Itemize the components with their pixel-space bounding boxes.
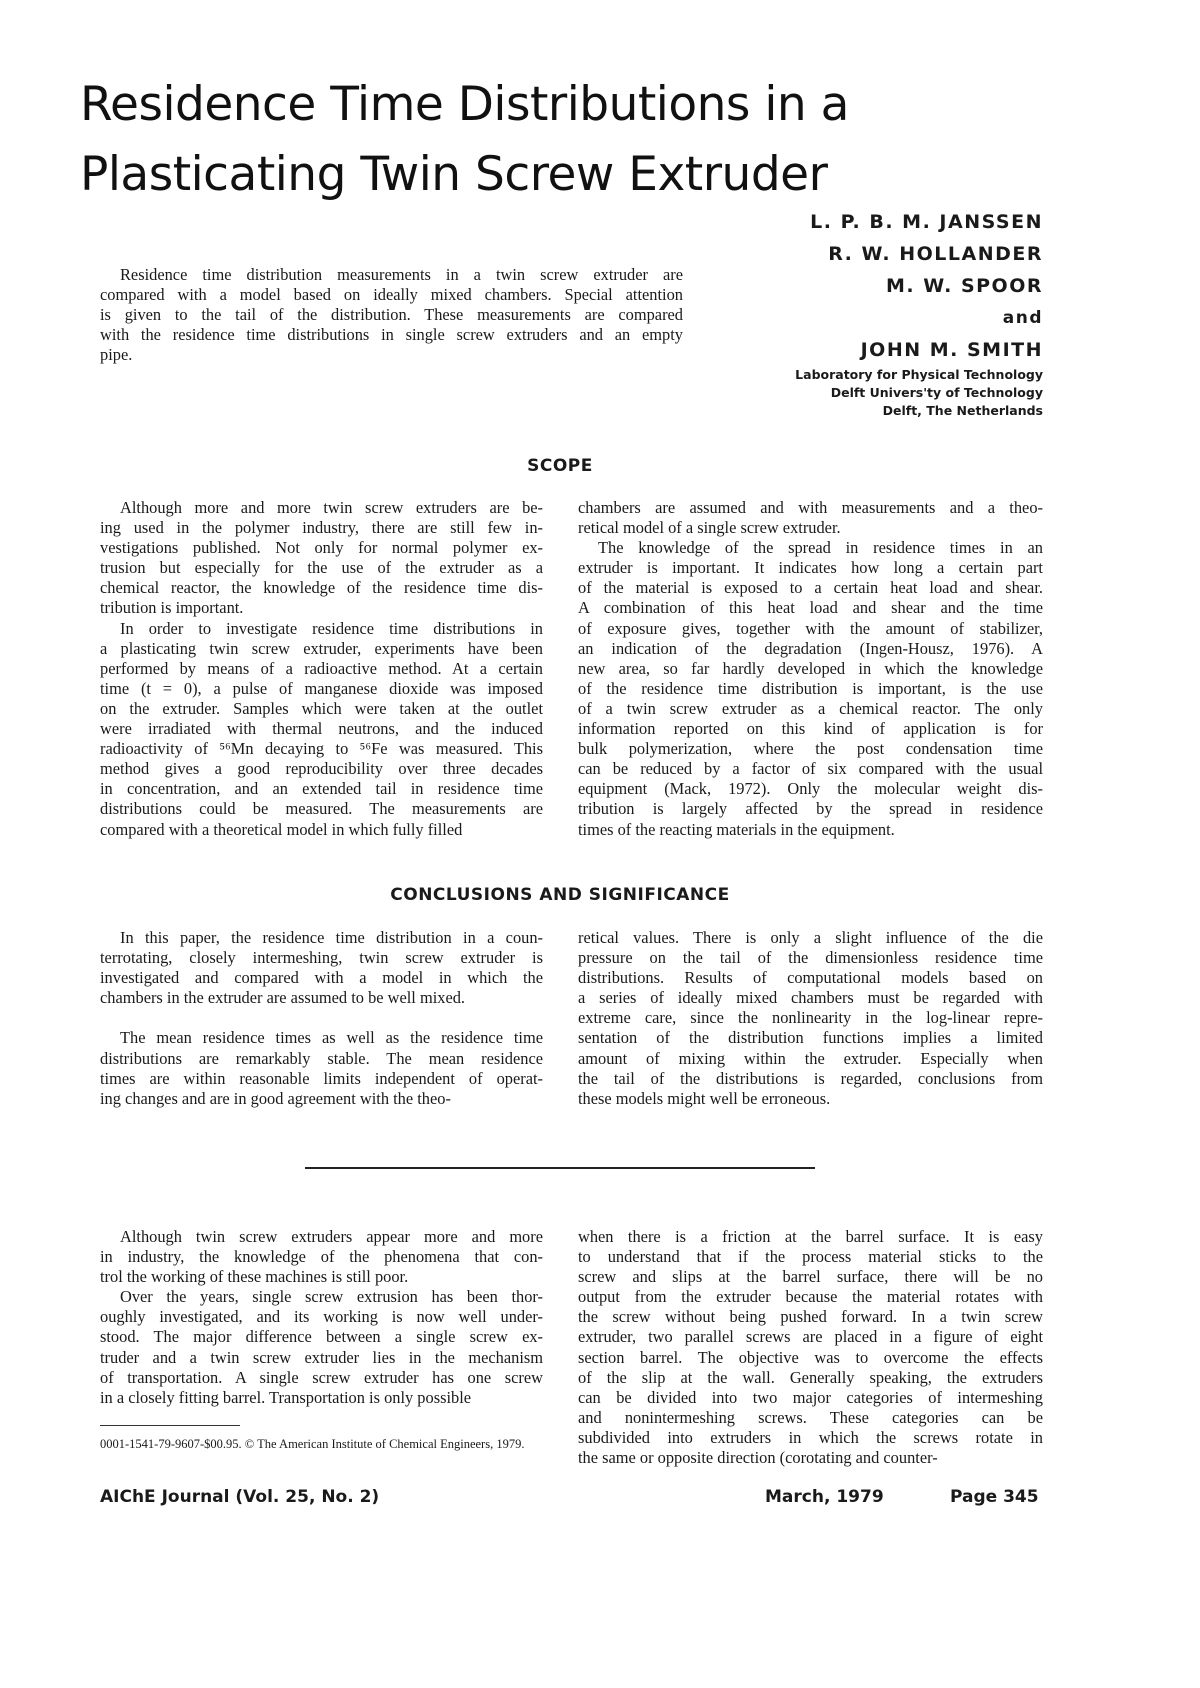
text-line: trusion but especially for the use of the extruder as a [100, 558, 543, 578]
affiliation-line: Delft Univers'ty of Technology [830, 385, 1043, 400]
text-line: retical values. There is only a slight influence of the die [578, 928, 1043, 947]
text-line: In order to investigate residence time distributions in [120, 618, 543, 638]
body-left-column [100, 1227, 543, 1408]
conclusions-heading: CONCLUSIONS AND SIGNIFICANCE [390, 885, 730, 905]
text-line: of exposure gives, together with the amount of stabilizer, [578, 618, 1043, 638]
text-line: extruder, two parallel screws are placed in a figure of eight [578, 1327, 1043, 1347]
text-line: subdivided into extruders in which the screws rotate in [578, 1427, 1043, 1447]
text-line: time (t = 0), a pulse of manganese dioxide was imposed [100, 678, 543, 698]
text-line: in concentration, and an extended tail in residence time [100, 779, 543, 799]
text-line: section barrel. The objective was to overcome the effects [578, 1347, 1043, 1367]
author: R. W. HOLLANDER [828, 243, 1043, 265]
text-line: can be divided into two major categories of intermeshing [578, 1387, 1043, 1407]
text-line: A combination of this heat load and shear and the time [578, 598, 1043, 618]
scope-heading: SCOPE [527, 456, 593, 476]
text-line: vestigations published. Not only for normal polymer ex- [100, 538, 543, 558]
text-line: distributions could be measured. The measurements are [100, 799, 543, 819]
footer-page-number: Page 345 [950, 1487, 1039, 1507]
footnote-rule [100, 1425, 240, 1426]
paragraph [100, 265, 683, 365]
text-line: pipe. [100, 345, 133, 365]
text-line: trol the working of these machines is still poor. [100, 1267, 409, 1287]
text-line: stood. The major difference between a single screw ex- [100, 1327, 543, 1347]
paragraph [578, 498, 1043, 538]
body-right-column [578, 1227, 1043, 1468]
conclusions-right-column [578, 928, 1043, 1109]
text-line: the tail of the distributions is regarded, conclusions from [578, 1068, 1043, 1088]
text-line: and nonintermeshing screws. These categories can be [578, 1407, 1043, 1427]
text-line: times of the reacting materials in the equipment. [578, 819, 895, 839]
text-line: Over the years, single screw extrusion has been thor- [120, 1287, 543, 1307]
paragraph [578, 1227, 1043, 1468]
title-line-1: Residence Time Distributions in a [80, 77, 849, 132]
text-line: extreme care, since the nonlinearity in the log-linear repre- [578, 1008, 1043, 1028]
text-line: Although more and more twin screw extruders are be- [120, 498, 543, 517]
text-line: The mean residence times as well as the residence time [120, 1028, 543, 1048]
paragraph [578, 538, 1043, 839]
text-line: is given to the tail of the distribution. These measurements are compared [100, 305, 683, 325]
text-line: oughly investigated, and its working is now well under- [100, 1307, 543, 1327]
text-line: these models might well be erroneous. [578, 1088, 831, 1108]
text-line: sentation of the distribution functions implies a limited [578, 1028, 1043, 1048]
text-line: Although twin screw extruders appear more and more [120, 1227, 543, 1246]
text-line: of transportation. A single screw extruder has one screw [100, 1367, 543, 1387]
text-line: equipment (Mack, 1972). Only the molecular weight dis- [578, 779, 1043, 799]
text-line: compared with a theoretical model in which fully filled [100, 819, 463, 839]
scope-right-column [578, 498, 1043, 840]
text-line: when there is a friction at the barrel surface. It is easy [578, 1227, 1043, 1246]
text-line: chemical reactor, the knowledge of the residence time dis- [100, 578, 543, 598]
text-line: chambers are assumed and with measurements and a theo- [578, 498, 1043, 517]
text-line: the screw without being pushed forward. In a twin screw [578, 1307, 1043, 1327]
article-title [80, 70, 849, 210]
paragraph [100, 1028, 543, 1108]
text-line: of the residence time distribution is important, is the use [578, 678, 1043, 698]
author: L. P. B. M. JANSSEN [810, 211, 1043, 233]
conclusions-left-column [100, 928, 543, 1109]
copyright-footnote: 0001-1541-79-9607-$00.95. © The American Institute of Chemical Engineers, 1979. [100, 1437, 525, 1451]
author: M. W. SPOOR [885, 275, 1043, 297]
text-line: in industry, the knowledge of the phenomena that con- [100, 1247, 543, 1267]
paragraph [578, 928, 1043, 1109]
text-line: Residence time distribution measurements in a twin screw extruder are [120, 265, 683, 284]
footer-date: March, 1979 [765, 1487, 884, 1507]
text-line: chambers in the extruder are assumed to be well mixed. [100, 988, 466, 1008]
paragraph-gap [100, 1008, 543, 1028]
text-line: of the slip at the wall. Generally speaking, the extruders [578, 1367, 1043, 1387]
text-line: on the extruder. Samples which were taken at the outlet [100, 698, 543, 718]
text-line: performed by means of a radioactive method. At a certain [100, 658, 543, 678]
text-line: of a twin screw extruder as a chemical reactor. The only [578, 698, 1043, 718]
text-line: tribution is largely affected by the spread in residence [578, 799, 1043, 819]
text-line: pressure on the tail of the dimensionless residence time [578, 948, 1043, 968]
paragraph [100, 928, 543, 1008]
text-line: new area, so far hardly developed in which the knowledge [578, 658, 1043, 678]
author: JOHN M. SMITH [860, 339, 1043, 361]
footer-journal: AIChE Journal (Vol. 25, No. 2) [100, 1487, 380, 1507]
text-line: of the material is exposed to a certain heat load and shear. [578, 578, 1043, 598]
paragraph [100, 498, 543, 619]
affiliation-line: Delft, The Netherlands [882, 403, 1043, 418]
author-conjunction: and [1002, 308, 1043, 328]
text-line: in a closely fitting barrel. Transportation is only possible [100, 1387, 472, 1407]
author-list [810, 206, 1043, 366]
title-line-2: Plasticating Twin Screw Extruder [80, 147, 828, 202]
text-line: tribution is important. [100, 598, 244, 618]
text-line: truder and a twin screw extruder lies in the mechanism [100, 1347, 543, 1367]
paragraph [100, 1227, 543, 1287]
text-line: investigated and compared with a model in which the [100, 968, 543, 988]
text-line: output from the extruder because the material rotates with [578, 1287, 1043, 1307]
scope-left-column [100, 498, 543, 840]
affiliation [795, 366, 1043, 420]
text-line: an indication of the degradation (Ingen-Housz, 1976). A [578, 638, 1043, 658]
paragraph [100, 1287, 543, 1408]
text-line: method gives a good reproducibility over three decades [100, 759, 543, 779]
text-line: compared with a model based on ideally mixed chambers. Special attention [100, 285, 683, 305]
text-line: radioactivity of ⁵⁶Mn decaying to ⁵⁶Fe was measured. This [100, 739, 543, 759]
text-line: In this paper, the residence time distribution in a coun- [120, 928, 543, 947]
text-line: to understand that if the process material sticks to the [578, 1247, 1043, 1267]
text-line: information reported on this kind of application is for [578, 719, 1043, 739]
text-line: extruder is important. It indicates how long a certain part [578, 558, 1043, 578]
text-line: screw and slips at the barrel surface, there will be no [578, 1267, 1043, 1287]
abstract [100, 265, 683, 365]
text-line: distributions. Results of computational models based on [578, 968, 1043, 988]
text-line: ing changes and are in good agreement with the theo- [100, 1088, 451, 1108]
section-divider [305, 1167, 815, 1169]
text-line: with the residence time distributions in single screw extruders and an empty [100, 325, 683, 345]
text-line: times are within reasonable limits independent of operat- [100, 1068, 543, 1088]
text-line: terrotating, closely intermeshing, twin screw extruder is [100, 948, 543, 968]
text-line: a series of ideally mixed chambers must be regarded with [578, 988, 1043, 1008]
affiliation-line: Laboratory for Physical Technology [795, 367, 1043, 382]
text-line: the same or opposite direction (corotating and counter- [578, 1448, 938, 1468]
text-line: a plasticating twin screw extruder, experiments have been [100, 638, 543, 658]
text-line: amount of mixing within the extruder. Especially when [578, 1048, 1043, 1068]
text-line: bulk polymerization, where the post condensation time [578, 739, 1043, 759]
text-line: were irradiated with thermal neutrons, and the induced [100, 719, 543, 739]
text-line: can be reduced by a factor of six compared with the usual [578, 759, 1043, 779]
text-line: distributions are remarkably stable. The mean residence [100, 1048, 543, 1068]
text-line: ing used in the polymer industry, there are still few in- [100, 518, 543, 538]
paragraph [100, 619, 543, 840]
text-line: retical model of a single screw extruder. [578, 518, 841, 538]
text-line: The knowledge of the spread in residence times in an [598, 538, 1043, 558]
